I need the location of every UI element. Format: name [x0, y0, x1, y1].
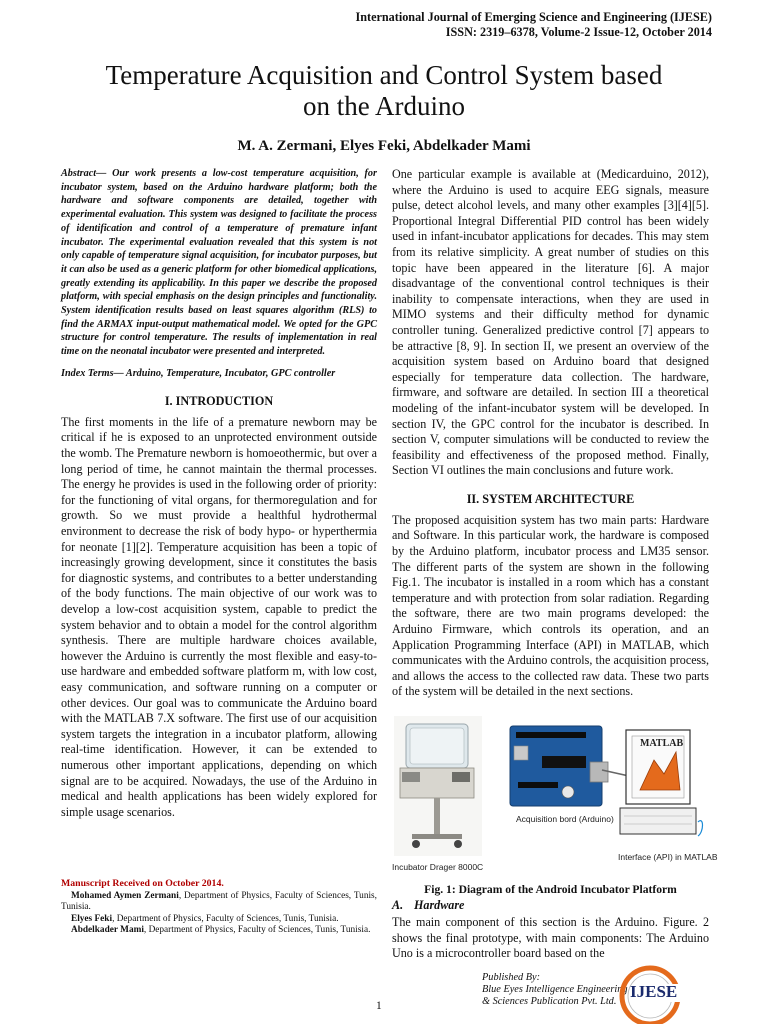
journal-name: International Journal of Emerging Science and Engineering (IJESE) [355, 10, 712, 24]
page-number: 1 [376, 1000, 382, 1012]
section-heading-system-architecture: II. SYSTEM ARCHITECTURE [466, 491, 635, 506]
paper-title [30, 60, 738, 122]
publisher-line-3: & Sciences Publication Pvt. Ltd. [482, 996, 617, 1007]
manuscript-received: Manuscript Received on October 2014. [61, 878, 224, 889]
title-line-1: Temperature Acquisition and Control System based [105, 60, 663, 90]
incubator-image [394, 716, 482, 856]
api-label: Interface (API) in MATLAB [618, 852, 718, 862]
figure-1-caption: Fig. 1: Diagram of the Android Incubator Platform [424, 883, 677, 896]
abstract: Abstract— Our work presents a low-cost temperature acquisition, for incubator system, based on the Arduino hardware platform; both the hardware and software components are detailed, together with experimental evaluation. This system was designed to facilitate the process of identification and control of a temperature of premature infant incubator. The experimental evaluation revealed that this system is not only capable of temperature signal acquisition, for incubator purposes, but it can also be used as a generic platform for other biomedical applications, greatly extending its applicability. In this paper we describe the proposed platform, with special emphasis on the design principles and functionality. System identification results based on least squares algorithm (RLS) to find the ARMAX input-output mathematical model. We opted for the GPC structure for control temperature. The results of implementation in real time on the neonatal incubator were presented and interpreted. [61, 168, 377, 358]
section-heading-introduction: I. INTRODUCTION [164, 393, 274, 408]
left-column [61, 167, 377, 820]
subsection-letter: A. [392, 898, 404, 912]
subsection-heading-hardware [392, 898, 709, 913]
ijese-logo [600, 960, 710, 1024]
incubator-label: Incubator Drager 8000C [392, 862, 484, 872]
matlab-logo-text: MATLAB [640, 738, 684, 749]
figure-1 [392, 712, 718, 877]
publisher-line-2: Blue Eyes Intelligence Engineering [482, 984, 628, 995]
publisher-line-1: Published By: [482, 972, 541, 983]
journal-header [355, 10, 712, 40]
footnote-author-1 [61, 891, 377, 913]
index-terms: Index Terms— Arduino, Temperature, Incubator, GPC controller [61, 367, 336, 379]
system-architecture-text: The proposed acquisition system has two main parts: Hardware and Software. In this particular work, the hardware is composed by the Arduino platform, incubator process and LM35 sensor. The different parts of the system are shown in the following Fig.1. The incubator is installed in a room which has a constant temperature and with protection from solar radiation. Regarding the software, there are two main programs developed: the Arduino Firmware, which controls its operation, and an Application Programming Interface (API) in MATLAB, which communicates with the Arduino controls, the acquisition process, and allows the access to the collected raw data. These two parts of the system will be detailed in the next sections. [392, 512, 709, 699]
footnote-author-2-name: Elyes Feki [71, 913, 113, 924]
footnote-author-3-name: Abdelkader Mami [71, 924, 144, 935]
footnote-author-3 [61, 925, 377, 936]
introduction-text: The first moments in the life of a premature newborn may be critical if he is exposed to an unprotected environment outside the womb. The Premature newborn is homoeothermic, but over a long period of time, he cannot maintain the thermal processes. The energy he provides is used in the following order of priority: for the functioning of vital organs, for thermoregulation and for growth. So we must provide a healthful hydrothermal environment to decrease the risk of body hypo- or hyperthermia for neonate [1][2]. Temperature acquisition has been a topic of increasingly growing development, since it constitutes the basis for diagnostic systems, and contributes to a better understanding of the body functions. The main objective of our work was to develop a low-cost acquisition system, capable to predict the system behavior and to obtain a model for the control algorithm synthesis. There are multiple hardware choices available, however the Arduino is currently the most flexible and easy-to-use hardware and embedded software platform m, with low cost, easy communication, and software running on a computer or other devices. Our goal was to communicate the Arduino board with the MATLAB 7.X software. The first use of our acquisition system targets the integration in a incubator platform, allowing real-time identification. However, it can be extended to numerous other important applications, depending on which signal are to be acquired. Nowadays, the use of the Arduino in medical and health applications has been widely explored for simple usage scenarios. [61, 414, 377, 819]
footnote-author-2-aff: , Department of Physics, Faculty of Sciences, Tunis, Tunisia. [112, 913, 339, 924]
journal-issn: ISSN: 2319–6378, Volume-2 Issue-12, October 2014 [445, 25, 712, 39]
footnote-author-3-aff: , Department of Physics, Faculty of Sciences, Tunis, Tunisia. [143, 924, 371, 935]
subsection-title: Hardware [414, 898, 465, 912]
arduino-board-image [510, 726, 638, 806]
footnote-author-2 [61, 914, 377, 925]
footnotes [61, 878, 377, 936]
logo-text: IJESE [630, 982, 678, 1001]
authors: M. A. Zermani, Elyes Feki, Abdelkader Mami [237, 138, 531, 154]
footnote-author-1-aff: , Department of Physics, Faculty of Sciences, Tunis, Tunisia. [61, 891, 378, 913]
intro-continued-text: One particular example is available at (Medicarduino, 2012), where the Arduino is used to acquire EEG signals, measure pulse, detect alcohol levels, and many other examples [3][4][5]. Proportional Integral Differential PID control has been widely used in infant-incubator applications for decades. This may stem from its relative simplicity. A great number of studies on this topic have been appeared in the literature [6]. A major disadvantage of the conventional control techniques is their inability to compensate interactions, when they are used in MIMO systems and their difficulty method for dynamic controller tuning. Generalized predictive control [7] appears to be attractive [8, 9]. In section II, we present an overview of the acquisition system based on Arduino board that designed especially for temperature data collection. The hardware, firmware, and software are detailed. In section III a theoretical modeling of the infant-incubator system will be developed. In section IV, the GPC control for the incubator is described. In section V, computer simulations will be conducted to review the feasibility and effectiveness of the proposed method. Finally, Section VI outlines the main conclusions and future work. [392, 167, 709, 478]
right-column [392, 167, 718, 962]
title-line-2: on the Arduino [303, 91, 465, 121]
board-label: Acquisition bord (Arduino) [516, 814, 614, 824]
hardware-text: The main component of this section is the Arduino. Figure. 2 shows the final prototype, with main components: The Arduino Uno is a microcontroller board based on the [392, 915, 709, 961]
footnote-author-1-name: Mohamed Aymen Zermani [71, 891, 179, 902]
